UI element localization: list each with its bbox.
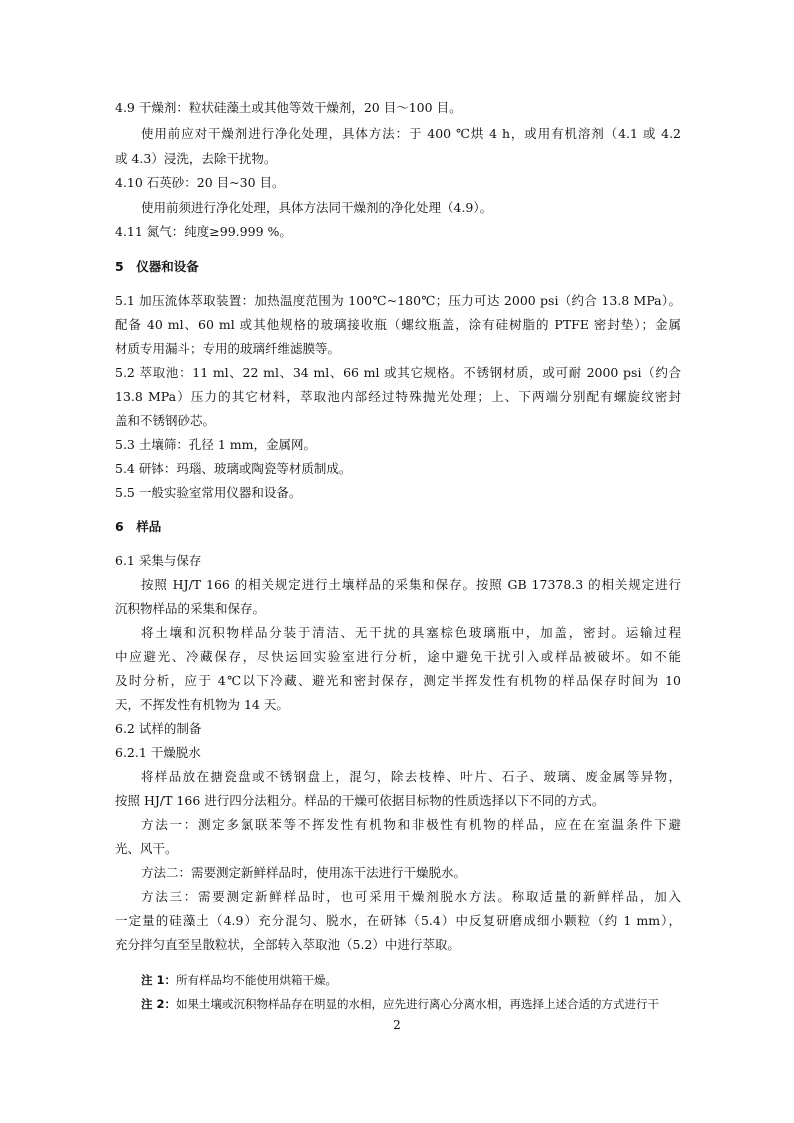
note-text: 如果土壤或沉积物样品存在明显的水相，应先进行离心分离水相，再选择上述合适的方式进行干: [176, 997, 660, 1011]
paragraph-line: 天，不挥发性有机物为 14 天。: [115, 697, 289, 712]
paragraph-line: 将样品放在搪瓷盘或不锈钢盘上，混匀，除去枝棒、叶片、石子、玻璃、废金属等异物，: [141, 769, 681, 784]
clause-5-2: 5.2 萃取池：11 ml、22 ml、34 ml、66 ml 或其它规格。不锈钢材质，或可耐 2000 psi（约合: [115, 365, 681, 380]
clause-5-1: 5.1 加压流体萃取装置：加热温度范围为 100℃~180℃；压力可达 2000 psi（约合 13.8 MPa）。: [115, 293, 681, 308]
note-label: 注 1：: [141, 973, 177, 987]
paragraph-line: 沉积物样品的采集和保存。: [115, 601, 266, 616]
clause-4-9: 4.9 干燥剂：粒状硅藻土或其他等效干燥剂，20 目～100 目。: [115, 100, 462, 115]
paragraph-line: 按照 HJ/T 166 的相关规定进行土壤样品的采集和保存。按照 GB 17378.3 的相关规定进行: [141, 577, 681, 592]
clause-6-2-1: 6.2.1 干燥脱水: [115, 745, 201, 760]
note-text: 所有样品均不能使用烘箱干燥。: [176, 973, 338, 987]
paragraph-line: 或 4.3）浸洗，去除干扰物。: [115, 151, 277, 166]
page-number: 2: [393, 1018, 401, 1032]
note-2: [141, 993, 681, 1015]
paragraph-line: 使用前须进行净化处理，具体方法同干燥剂的净化处理（4.9）。: [141, 200, 493, 215]
paragraph-line: 中应避光、冷藏保存，尽快运回实验室进行分析，途中避免干扰引入或样品被破坏。如不能: [115, 649, 681, 664]
paragraph-line: 配备 40 ml、60 ml 或其他规格的玻璃接收瓶（螺纹瓶盖，涂有硅树脂的 PTFE 密封垫）；金属: [115, 317, 681, 332]
method-one: 方法一：测定多氯联苯等不挥发性有机物和非极性有机物的样品，应在在室温条件下避: [141, 817, 681, 832]
clause-4-10: 4.10 石英砂：20 目~30 目。: [115, 175, 285, 190]
clause-5-5: 5.5 一般实验室常用仪器和设备。: [115, 485, 302, 500]
section-heading-5: 5 仪器和设备: [115, 259, 199, 274]
paragraph-line: 盖和不锈钢砂芯。: [115, 413, 216, 428]
paragraph-line: 13.8 MPa）压力的其它材料，萃取池内部经过特殊抛光处理；上、下两端分别配有螺旋纹密封: [115, 389, 681, 404]
paragraph-line: 按照 HJ/T 166 进行四分法粗分。样品的干燥可依据目标物的性质选择以下不同的方式。: [115, 793, 605, 808]
note-1: [141, 969, 681, 991]
clause-6-1: 6.1 采集与保存: [115, 553, 202, 568]
clause-5-4: 5.4 研钵：玛瑙、玻璃或陶瓷等材质制成。: [115, 461, 352, 476]
method-three: 方法三：需要测定新鲜样品时，也可采用干燥剂脱水方法。称取适量的新鲜样品，加入: [141, 889, 681, 904]
clause-4-11: 4.11 氮气：纯度≥99.999 %。: [115, 224, 292, 239]
method-two: 方法二：需要测定新鲜样品时，使用冻干法进行干燥脱水。: [141, 865, 467, 880]
clause-5-3: 5.3 土壤筛：孔径 1 mm，金属网。: [115, 437, 316, 452]
clause-6-2: 6.2 试样的制备: [115, 721, 202, 736]
paragraph-line: 将土壤和沉积物样品分装于清洁、无干扰的具塞棕色玻璃瓶中，加盖，密封。运输过程: [141, 625, 681, 640]
section-heading-6: 6 样品: [115, 519, 162, 534]
paragraph-line: 一定量的硅藻土（4.9）充分混匀、脱水，在研钵（5.4）中反复研磨成细小颗粒（约 1 mm），: [115, 913, 681, 928]
paragraph-line: 充分拌匀直至呈散粒状，全部转入萃取池（5.2）中进行萃取。: [115, 937, 460, 952]
paragraph-line: 光、风干。: [115, 841, 178, 856]
paragraph-line: 使用前应对干燥剂进行净化处理，具体方法：于 400 ℃烘 4 h，或用有机溶剂（4.1 或 4.2: [141, 126, 681, 141]
paragraph-line: 材质专用漏斗；专用的玻璃纤维滤膜等。: [115, 341, 341, 356]
paragraph-line: 及时分析，应于 4℃以下冷藏、避光和密封保存，测定半挥发性有机物的样品保存时间为 10: [115, 673, 681, 688]
note-label: 注 2：: [141, 997, 177, 1011]
